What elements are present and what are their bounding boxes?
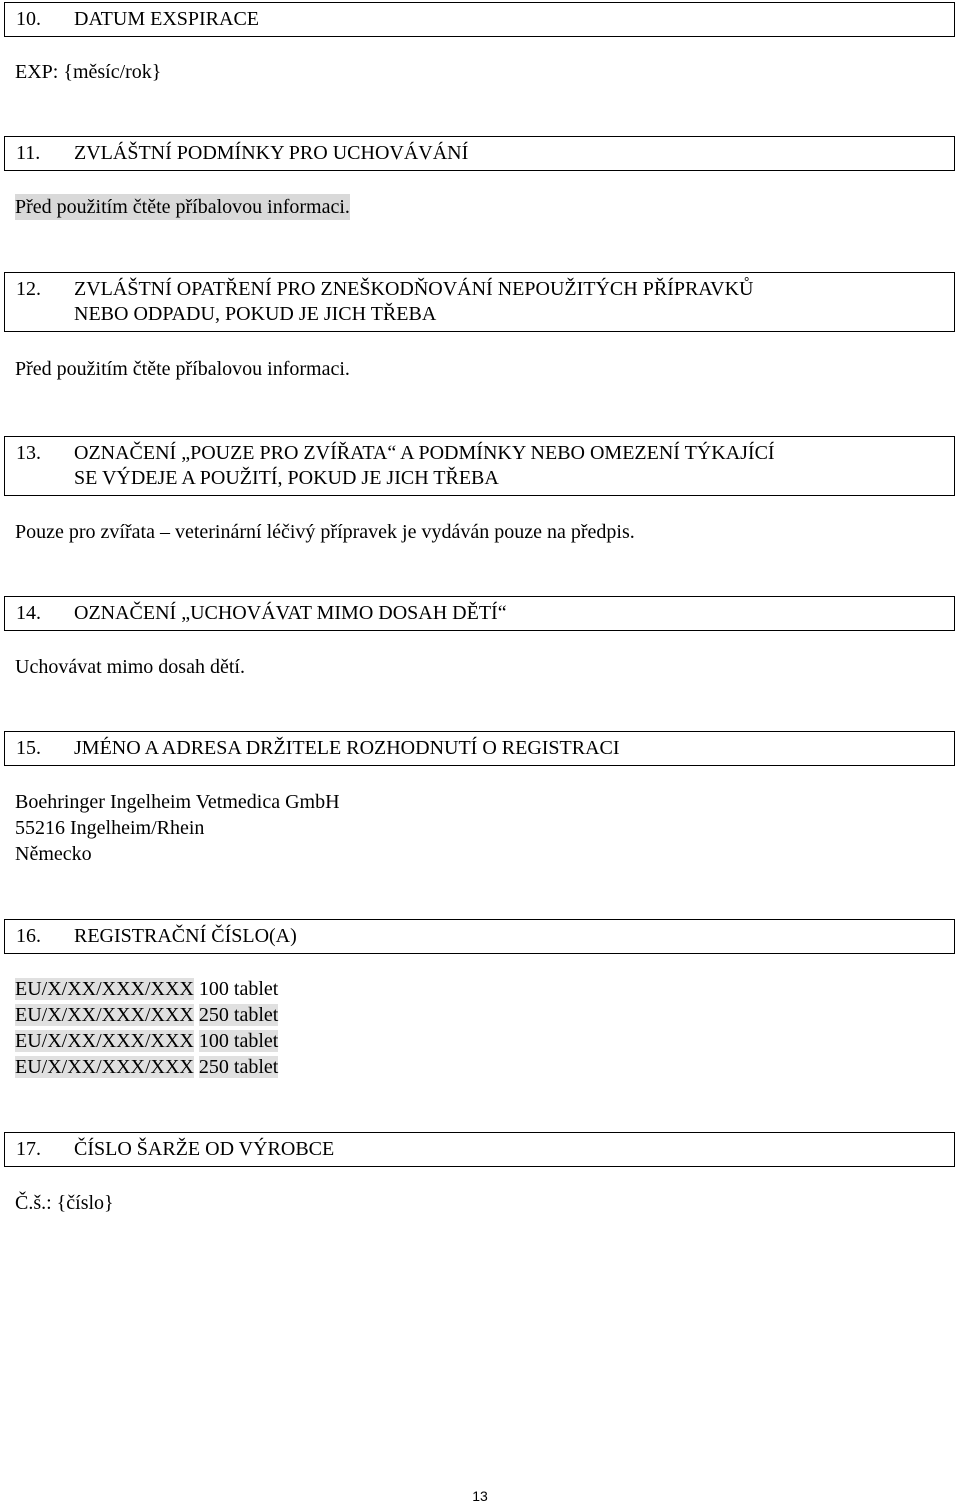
section-number: 12. <box>16 278 41 300</box>
section-number: 14. <box>16 602 41 624</box>
reg-code: EU/X/XX/XXX/XXX <box>15 1056 194 1078</box>
page-number: 13 <box>472 1488 488 1504</box>
section-11-header <box>4 136 955 171</box>
section-14-header <box>4 596 955 631</box>
reg-number-row <box>15 1028 278 1054</box>
reg-pack: 250 tablet <box>198 1004 279 1026</box>
section-title: DATUM EXSPIRACE <box>74 8 260 30</box>
section-title: REGISTRAČNÍ ČÍSLO(A) <box>74 925 297 947</box>
section-number: 13. <box>16 442 41 464</box>
section-title-line-2: NEBO ODPADU, POKUD JE JICH TŘEBA <box>74 303 437 325</box>
children-text: Uchovávat mimo dosah dětí. <box>15 656 245 678</box>
reg-code: EU/X/XX/XXX/XXX <box>15 1004 194 1026</box>
reg-code: EU/X/XX/XXX/XXX <box>15 1030 194 1052</box>
disposal-text: Před použitím čtěte příbalovou informaci. <box>15 358 350 380</box>
holder-country: Německo <box>15 843 92 865</box>
vet-only-text: Pouze pro zvířata – veterinární léčivý přípravek je vydáván pouze na předpis. <box>15 521 635 543</box>
storage-text: Před použitím čtěte příbalovou informaci. <box>15 196 350 218</box>
batch-text: Č.š.: {číslo} <box>15 1192 114 1214</box>
holder-name: Boehringer Ingelheim Vetmedica GmbH <box>15 791 340 813</box>
holder-city: 55216 Ingelheim/Rhein <box>15 817 205 839</box>
reg-number-row <box>15 1054 278 1080</box>
section-10-header <box>4 2 955 37</box>
section-title: ČÍSLO ŠARŽE OD VÝROBCE <box>74 1138 335 1160</box>
reg-code: EU/X/XX/XXX/XXX <box>15 978 194 1000</box>
section-16-header <box>4 919 955 954</box>
section-12-header <box>4 272 955 332</box>
section-title: JMÉNO A ADRESA DRŽITELE ROZHODNUTÍ O REGISTRACI <box>74 737 620 759</box>
section-title: OZNAČENÍ „UCHOVÁVAT MIMO DOSAH DĚTÍ“ <box>74 602 507 624</box>
section-17-header <box>4 1132 955 1167</box>
section-title-line-1: ZVLÁŠTNÍ OPATŘENÍ PRO ZNEŠKODŇOVÁNÍ NEPOUŽITÝCH PŘÍPRAVKŮ <box>74 278 754 300</box>
reg-pack: 250 tablet <box>198 1056 279 1078</box>
expiry-text: EXP: {měsíc/rok} <box>15 61 162 83</box>
section-number: 17. <box>16 1138 41 1160</box>
section-number: 11. <box>16 142 41 164</box>
section-15-header <box>4 731 955 766</box>
reg-number-row <box>15 1002 278 1028</box>
section-number: 10. <box>16 8 41 30</box>
section-number: 15. <box>16 737 41 759</box>
section-title: ZVLÁŠTNÍ PODMÍNKY PRO UCHOVÁVÁNÍ <box>74 142 469 164</box>
section-number: 16. <box>16 925 41 947</box>
reg-number-row <box>15 976 278 1002</box>
section-title-line-1: OZNAČENÍ „POUZE PRO ZVÍŘATA“ A PODMÍNKY NEBO OMEZENÍ TÝKAJÍCÍ <box>74 442 775 464</box>
reg-pack: 100 tablet <box>198 978 279 1000</box>
section-13-header <box>4 436 955 496</box>
reg-pack: 100 tablet <box>198 1030 279 1052</box>
section-title-line-2: SE VÝDEJE A POUŽITÍ, POKUD JE JICH TŘEBA <box>74 467 499 489</box>
